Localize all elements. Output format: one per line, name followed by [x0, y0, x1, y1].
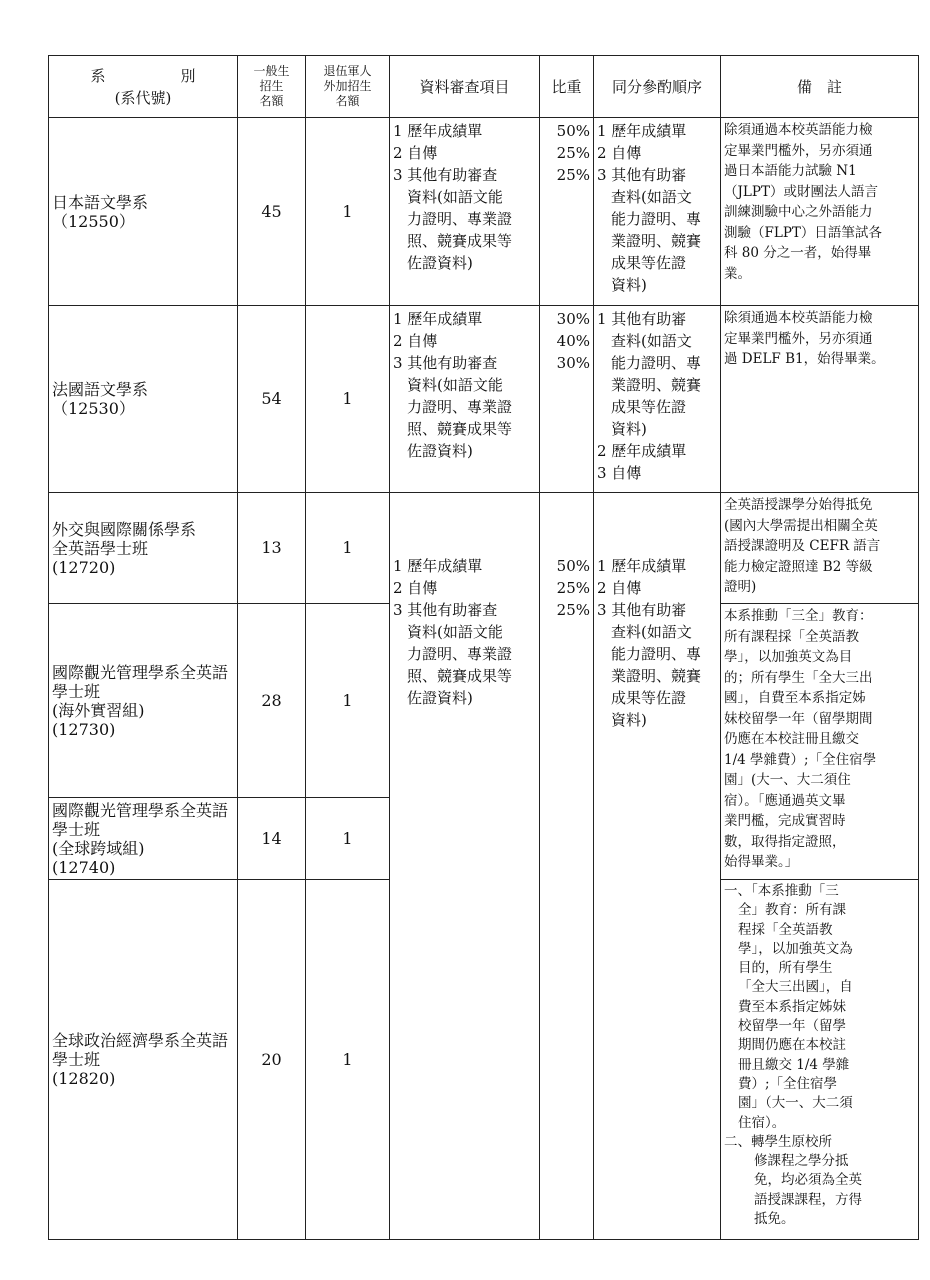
general-quota: 14	[238, 798, 306, 880]
veteran-quota: 1	[306, 880, 390, 1240]
general-quota-header: 一般生 招生 名額	[238, 56, 306, 118]
header-row	[49, 56, 919, 118]
general-quota: 28	[238, 604, 306, 798]
veteran-quota-header: 退伍軍人 外加招生 名額	[306, 56, 390, 118]
tie-order: 1 歷年成績單 2 自傳 3 其他有助審 查料(如語文 能力證明、專 業證明、競賽 成果等佐證 資料)	[594, 118, 721, 306]
review-items: 1 歷年成績單 2 自傳 3 其他有助審查 資料(如語文能 力證明、專業證 照、競賽成果等 佐證資料)	[390, 118, 540, 306]
table-row	[49, 306, 919, 493]
table-row	[49, 118, 919, 306]
remarks: 一、「本系推動「三 全」教育：所有課 程採「全英語教 學」，以加強英文為 目的，所有學生 「全大三出國」，自 費至本系指定姊妹 校留學一年（留學 期間仍應在本校註 冊且繳交 1/4 學雜 費）;「全住宿學 園」（大一、大二須 住宿）。 二、轉學生原校所 修課程之學分抵 免，均必須為全英 語授課課程，方得 抵免。	[721, 880, 919, 1240]
table-row	[49, 493, 919, 604]
tie-order: 1 歷年成績單 2 自傳 3 其他有助審 查料(如語文 能力證明、專 業證明、競賽 成果等佐證 資料)	[594, 493, 721, 1240]
weights: 50% 25% 25%	[540, 118, 594, 306]
dept-name: 國際觀光管理學系全英語 學士班 (全球跨域組) (12740)	[49, 798, 238, 880]
veteran-quota: 1	[306, 118, 390, 306]
review-items-header: 資料審查項目	[390, 56, 540, 118]
remarks: 除須通過本校英語能力檢 定畢業門檻外，另亦須通 過 DELF B1，始得畢業。	[721, 306, 919, 493]
weights: 30% 40% 30%	[540, 306, 594, 493]
veteran-quota: 1	[306, 798, 390, 880]
remarks-header: 備 註	[721, 56, 919, 118]
tie-order: 1 其他有助審 查料(如語文 能力證明、專 業證明、競賽 成果等佐證 資料) 2 歷年成績單 3 自傳	[594, 306, 721, 493]
dept-name: 外交與國際關係學系 全英語學士班 (12720)	[49, 493, 238, 604]
weight-header: 比重	[540, 56, 594, 118]
review-items: 1 歷年成績單 2 自傳 3 其他有助審查 資料(如語文能 力證明、專業證 照、競賽成果等 佐證資料)	[390, 306, 540, 493]
general-quota: 20	[238, 880, 306, 1240]
dept-header: 系 別 (系代號)	[49, 56, 238, 118]
dept-name: 法國語文學系 （12530）	[49, 306, 238, 493]
dept-name: 全球政治經濟學系全英語 學士班 (12820)	[49, 880, 238, 1240]
veteran-quota: 1	[306, 604, 390, 798]
remarks: 本系推動「三全」教育： 所有課程採「全英語教 學」，以加強英文為目 的；所有學生「全大三出 國」，自費至本系指定姊 妹校留學一年（留學期間 仍應在本校註冊且繳交 1/4 學雜費）;「全住宿學 園」(大一、大二須住 宿）。「應通過英文畢 業門檻，完成實習時 數，取得指定證照， 始得畢業。」	[721, 604, 919, 880]
dept-name: 國際觀光管理學系全英語 學士班 (海外實習組) (12730)	[49, 604, 238, 798]
general-quota: 13	[238, 493, 306, 604]
remarks: 全英語授課學分始得抵免 (國內大學需提出相關全英 語授課證明及 CEFR 語言 能力檢定證照達 B2 等級 證明)	[721, 493, 919, 604]
dept-name: 日本語文學系 （12550）	[49, 118, 238, 306]
admissions-table	[48, 55, 919, 1240]
review-items: 1 歷年成績單 2 自傳 3 其他有助審查 資料(如語文能 力證明、專業證 照、競賽成果等 佐證資料)	[390, 493, 540, 1240]
veteran-quota: 1	[306, 493, 390, 604]
veteran-quota: 1	[306, 306, 390, 493]
tie-order-header: 同分參酌順序	[594, 56, 721, 118]
remarks: 除須通過本校英語能力檢 定畢業門檻外，另亦須通 過日本語能力試驗 N1 （JLPT）或財團法人語言 訓練測驗中心之外語能力 測驗（FLPT）日語筆試各 科 80 分之一者，始得畢 業。	[721, 118, 919, 306]
general-quota: 54	[238, 306, 306, 493]
general-quota: 45	[238, 118, 306, 306]
weights: 50% 25% 25%	[540, 493, 594, 1240]
